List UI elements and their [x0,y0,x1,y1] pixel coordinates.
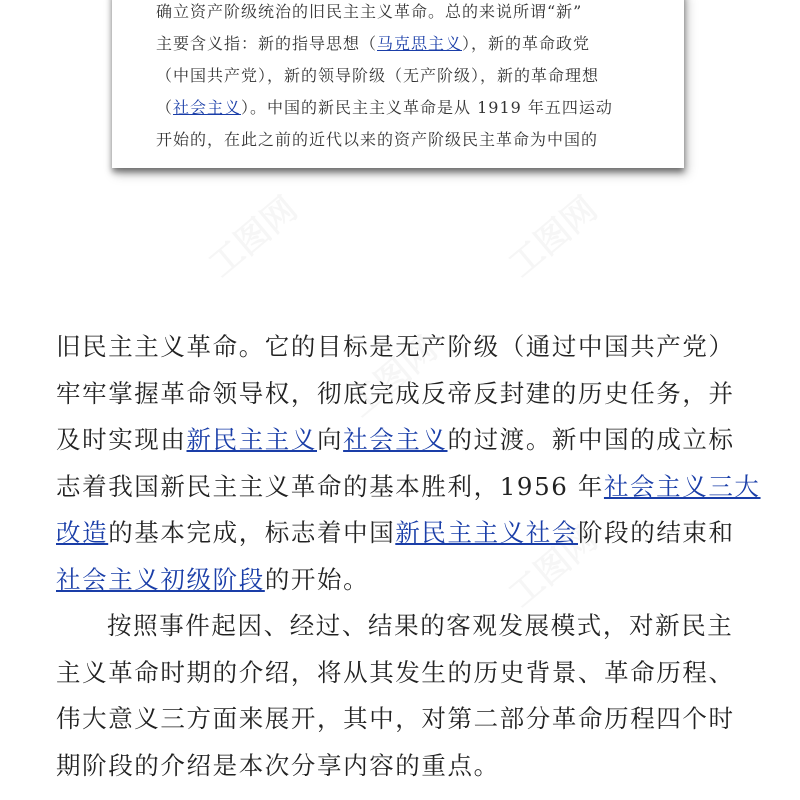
text-segment: 期阶段的介绍是本次分享内容的重点。 [56,750,500,780]
text-segment: （中国共产党），新的领导阶级（无产阶级），新的革命理想 [156,66,600,85]
document-excerpt-card [112,0,684,168]
watermark [496,183,606,286]
card-text-line [156,124,656,156]
text-segment: 的开始。 [264,564,370,594]
text-segment: 向 [317,425,344,454]
text-segment: 志着我国新民主主义革命的基本胜利，1956 年 [56,471,604,501]
text-segment: 伟大意义三方面来展开，其中，对第二部分革命历程四个时 [56,704,735,733]
term-link[interactable]: 社会主义 [343,425,448,454]
body-text-line [56,371,746,418]
body-text-line [56,650,746,697]
text-segment: 的基本完成，标志着中国 [108,518,396,547]
body-text-line [56,510,746,557]
text-segment: 按照事件起因、经过、结果的客观发展模式，对新民主 [107,611,734,640]
text-segment: 旧民主主义革命。它的目标是无产阶级（通过中国共产党） [56,332,735,361]
term-link[interactable]: 社会主义 [173,98,242,117]
body-text-line [56,324,746,371]
body-text-line [56,557,746,604]
card-text-line [156,60,656,92]
text-segment: ），新的革命政党 [462,34,591,53]
text-segment: 牢牢掌握革命领导权，彻底完成反帝反封建的历史任务，并 [56,378,735,408]
text-segment: 及时实现由 [56,425,187,454]
body-text-line [56,743,746,790]
term-link[interactable]: 马克思主义 [377,34,463,53]
card-text-line [156,92,656,124]
text-segment: 主义革命时期的介绍，将从其发生的历史背景、革命历程、 [56,657,735,687]
term-link[interactable]: 社会主义三大 [603,471,761,501]
text-segment: 阶段的结束和 [578,518,735,547]
body-text-line [56,696,746,743]
body-text-line [56,417,746,464]
text-segment: 主要含义指：新的指导思想（ [156,34,378,53]
term-link[interactable]: 新民主主义社会 [395,518,579,547]
body-text-line [56,464,761,511]
body-text-line [56,603,746,650]
watermark [196,183,306,286]
card-text-line [156,28,656,60]
term-link[interactable]: 改造 [56,518,109,547]
card-paragraph [156,0,656,156]
body-paragraphs [56,324,761,789]
term-link[interactable]: 社会主义初级阶段 [56,564,265,594]
text-segment: 开始的，在此之前的近代以来的资产阶级民主革命为中国的 [156,130,599,149]
text-segment: 确立资产阶级统治的旧民主主义革命。总的来说所谓“新” [156,2,583,21]
text-segment: ）。中国的新民主主义革命是从 1919 年五四运动 [241,98,613,117]
text-segment: 的过渡。新中国的成立标 [447,425,735,454]
term-link[interactable]: 新民主主义 [186,425,317,454]
card-text-line [156,0,656,28]
text-segment: （ [156,98,174,117]
